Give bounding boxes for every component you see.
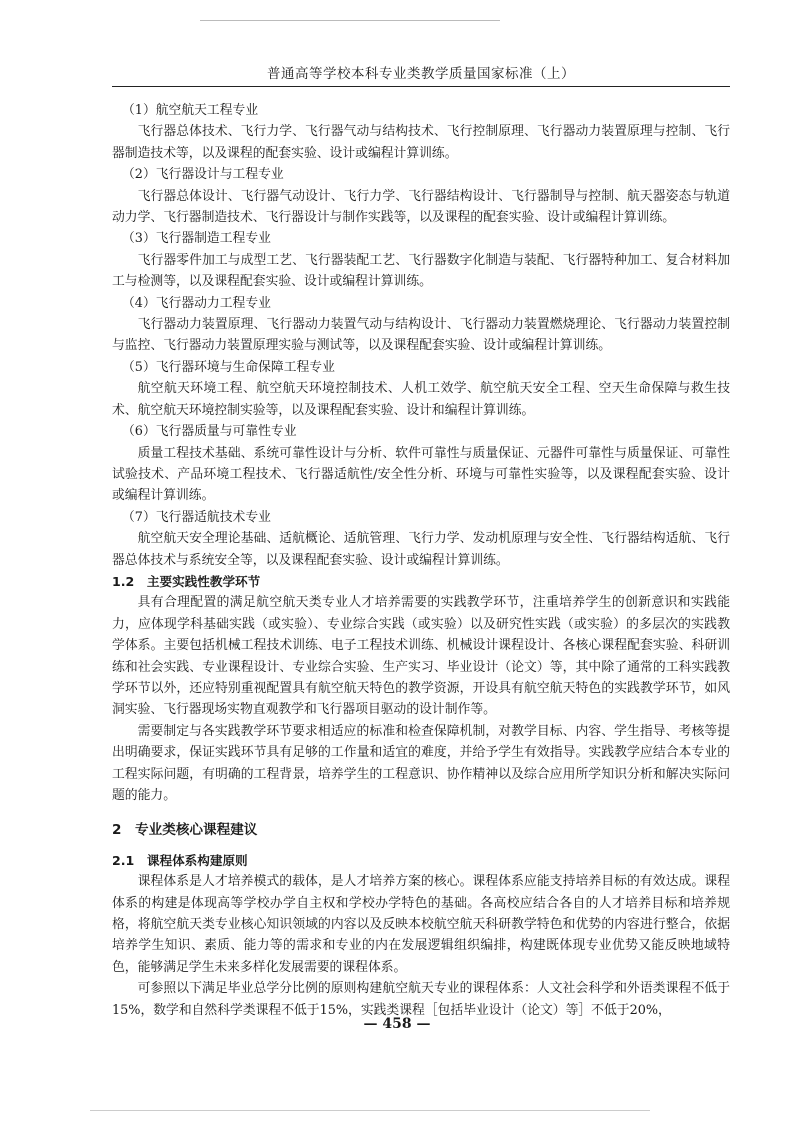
major-block — [112, 357, 730, 421]
paragraph: 具有合理配置的满足航空航天类专业人才培养需要的实践教学环节，注重培养学生的创新意识和实践能力，应体现学科基础实践（或实验）、专业综合实践（或实验）以及研究性实践（或实验）的多层次的实践教学体系。主要包括机械工程技术训练、电子工程技术训练、机械设计课程设计、各核心课程配套实验、科研训练和社会实践、专业课程设计、专业综合实验、生产实习、毕业设计（论文）等，其中除了通常的工科实践教学环节以外，还应特别重视配置具有航空航天特色的教学资源，开设具有航空航天特色的实践教学环节，如风洞实验、飞行器现场实物直观教学和飞行器项目驱动的设计制作等。 — [112, 595, 730, 718]
major-description: 航空航天环境工程、航空航天环境控制技术、人机工效学、航空航天安全工程、空天生命保障与救生技术、航空航天环境控制实验等，以及课程配套实验、设计和编程计算训练。 — [112, 381, 730, 418]
major-block — [112, 507, 730, 571]
major-block — [112, 293, 730, 357]
section-heading-1-2: 1.2 主要实践性教学环节 — [112, 573, 261, 589]
section-heading-2-1: 2.1 课程体系构建原则 — [112, 852, 248, 868]
scan-artifact-bottom — [90, 1110, 650, 1111]
major-title: （4）飞行器动力工程专业 — [122, 295, 271, 311]
scan-artifact-top — [200, 20, 500, 21]
major-block — [112, 228, 730, 292]
page-number: — 458 — — [363, 1016, 431, 1032]
page-body — [112, 100, 730, 1021]
header-rule — [112, 86, 730, 87]
major-title: （3）飞行器制造工程专业 — [122, 231, 271, 247]
major-description: 质量工程技术基础、系统可靠性设计与分析、软件可靠性与质量保证、元器件可靠性与质量保证、可靠性试验技术、产品环境工程技术、飞行器适航性/安全性分析、环境与可靠性实验等，以及课程配套实验、设计或编程计算训练。 — [112, 445, 730, 504]
paragraph: 需要制定与各实践教学环节要求相适应的标准和检查保障机制，对教学目标、内容、学生指导、考核等提出明确要求，保证实践环节具有足够的工作量和适宜的难度，并给予学生有效指导。实践教学应结合本专业的工程实际问题，有明确的工程背景，培养学生的工程意识、协作精神以及综合应用所学知识分析和解决实际问题的能力。 — [112, 723, 730, 803]
major-block — [112, 421, 730, 507]
major-description: 飞行器零件加工与成型工艺、飞行器装配工艺、飞行器数字化制造与装配、飞行器特种加工、复合材料加工与检测等，以及课程配套实验、设计或编程计算训练。 — [112, 252, 730, 290]
major-title: （5）飞行器环境与生命保障工程专业 — [122, 359, 335, 375]
major-title: （2）飞行器设计与工程专业 — [122, 167, 284, 183]
paragraph: 可参照以下满足毕业总学分比例的原则构建航空航天专业的课程体系：人文社会科学和外语类课程不低于15%，数学和自然科学类课程不低于15%，实践类课程［包括毕业设计（论文）等］不低于20%， — [112, 981, 730, 1018]
major-title: （7）飞行器适航技术专业 — [122, 509, 271, 525]
paragraph: 课程体系是人才培养模式的载体，是人才培养方案的核心。课程体系应能支持培养目标的有效达成。课程体系的构建是体现高等学校办学自主权和学校办学特色的基础。各高校应结合各自的人才培养目标和培养规格，将航空航天类专业核心知识领域的内容以及反映本校航空航天科研教学特色和优势的内容进行整合，依据培养学生知识、素质、能力等的需求和专业的内在发展逻辑组织编排，构建既体现专业优势又能反映地域特色，能够满足学生未来多样化发展需要的课程体系。 — [112, 874, 730, 975]
major-description: 飞行器总体技术、飞行力学、飞行器气动与结构技术、飞行控制原理、飞行器动力装置原理与控制、飞行器制造技术等，以及课程的配套实验、设计或编程计算训练。 — [112, 124, 730, 161]
running-header: 普通高等学校本科专业类教学质量国家标准（上） — [267, 66, 575, 82]
major-title: （1）航空航天工程专业 — [122, 103, 259, 118]
major-block — [112, 100, 730, 164]
major-title: （6）飞行器质量与可靠性专业 — [122, 424, 297, 440]
major-description: 飞行器总体设计、飞行器气动设计、飞行力学、飞行器结构设计、飞行器制导与控制、航天器姿态与轨道动力学、飞行器制造技术、飞行器设计与制作实践等，以及课程的配套实验、设计或编程计算训练。 — [112, 188, 730, 226]
major-block — [112, 164, 730, 228]
major-description: 飞行器动力装置原理、飞行器动力装置气动与结构设计、飞行器动力装置燃烧理论、飞行器动力装置控制与监控、飞行器动力装置原理实验与测试等，以及课程配套实验、设计或编程计算训练。 — [112, 317, 730, 354]
major-description: 航空航天安全理论基础、适航概论、适航管理、飞行力学、发动机原理与安全性、飞行器结构适航、飞行器总体技术与系统安全等，以及课程配套实验、设计或编程计算训练。 — [112, 531, 730, 568]
section-heading-2: 2 专业类核心课程建议 — [112, 822, 258, 839]
